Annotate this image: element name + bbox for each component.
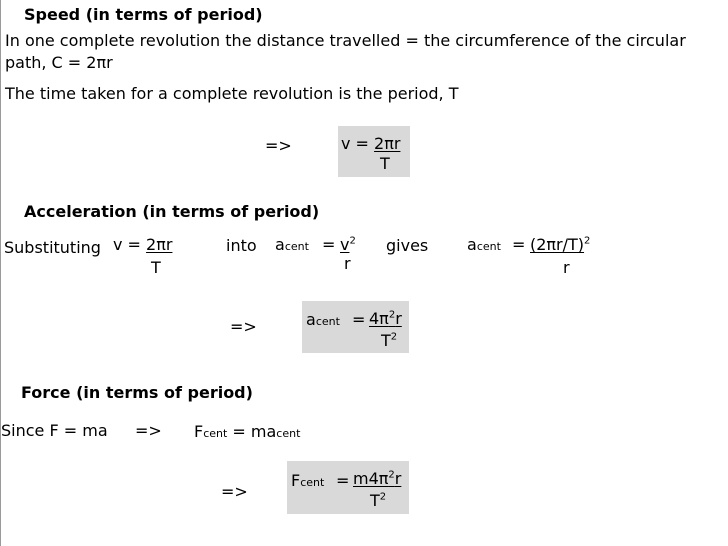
speed-formula-denominator: T bbox=[380, 154, 390, 173]
speed-text-line1: In one complete revolution the distance travelled = the circumference of the circular bbox=[5, 31, 686, 50]
substituted-denominator: r bbox=[563, 258, 570, 277]
force-result-numerator bbox=[353, 471, 401, 487]
cent-subscript-3: cent bbox=[315, 315, 340, 328]
ma-cent-subscript: cent bbox=[276, 427, 301, 440]
cent-subscript: cent bbox=[284, 240, 309, 253]
eq-ma: = ma bbox=[227, 422, 277, 441]
sub-num: (2πr/T) bbox=[530, 235, 585, 254]
force-result-num-tail: r bbox=[394, 469, 402, 488]
equals-sign-2: = bbox=[512, 235, 526, 254]
acceleration-result-lhs bbox=[306, 312, 340, 328]
a-letter-2: a bbox=[467, 235, 477, 254]
F-letter-2: F bbox=[291, 471, 301, 490]
substituting-label: Substituting bbox=[4, 238, 101, 257]
speed-formula-num: 2πr bbox=[374, 134, 401, 153]
force-result-denominator bbox=[370, 493, 386, 509]
acceleration-heading: Acceleration (in terms of period) bbox=[24, 202, 320, 221]
acceleration-arrow: => bbox=[230, 317, 257, 336]
result-num-exp: 2 bbox=[388, 309, 396, 321]
a-cent-symbol bbox=[275, 237, 309, 253]
left-border bbox=[0, 0, 1, 546]
F-cent-subscript-2: cent bbox=[300, 476, 325, 489]
into-label: into bbox=[226, 236, 257, 255]
v-squared-denominator: r bbox=[344, 254, 351, 273]
result-num: 4π bbox=[369, 309, 389, 328]
substituted-numerator bbox=[530, 237, 590, 253]
v-formula-numerator bbox=[113, 237, 172, 253]
force-result-den: T bbox=[370, 491, 380, 510]
a-cent-symbol-2 bbox=[467, 237, 501, 253]
force-cent-equation bbox=[194, 424, 300, 440]
force-result-den-exp: 2 bbox=[379, 491, 387, 503]
speed-formula-numerator bbox=[341, 136, 400, 152]
force-result-eq: = bbox=[336, 471, 350, 490]
speed-heading: Speed (in terms of period) bbox=[24, 5, 263, 24]
v-formula-num: 2πr bbox=[146, 235, 173, 254]
result-den: T bbox=[381, 331, 391, 350]
acceleration-result-eq: = bbox=[352, 310, 366, 329]
speed-text-line2: path, C = 2πr bbox=[5, 53, 113, 72]
a-letter-3: a bbox=[306, 310, 316, 329]
force-result-num-exp: 2 bbox=[388, 469, 395, 481]
a-letter: a bbox=[275, 235, 285, 254]
acceleration-result-numerator bbox=[369, 311, 402, 327]
acceleration-result-denominator bbox=[381, 333, 397, 349]
v2-exp: 2 bbox=[349, 235, 356, 247]
F-cent-subscript: cent bbox=[203, 427, 228, 440]
equals-sign: = bbox=[322, 235, 336, 254]
v-formula-denominator: T bbox=[151, 258, 161, 277]
sub-exp: 2 bbox=[584, 235, 591, 247]
force-result-num: m4π bbox=[353, 469, 389, 488]
F-letter: F bbox=[194, 422, 204, 441]
result-num-tail: r bbox=[395, 309, 402, 328]
force-arrow-1: => bbox=[135, 421, 162, 440]
speed-text-line3: The time taken for a complete revolution is the period, T bbox=[5, 84, 459, 103]
speed-arrow: => bbox=[265, 136, 292, 155]
result-den-exp: 2 bbox=[390, 331, 398, 343]
v-formula-lhs: v = bbox=[113, 235, 147, 254]
force-heading: Force (in terms of period) bbox=[21, 383, 253, 402]
cent-subscript-2: cent bbox=[476, 240, 501, 253]
v2-num: v bbox=[340, 235, 350, 254]
v-squared-numerator bbox=[340, 237, 356, 253]
since-label: Since F = ma bbox=[1, 421, 108, 440]
gives-label: gives bbox=[386, 236, 429, 255]
force-arrow-2: => bbox=[221, 482, 248, 501]
force-result-lhs bbox=[291, 473, 324, 489]
speed-formula-lhs: v = bbox=[341, 134, 375, 153]
